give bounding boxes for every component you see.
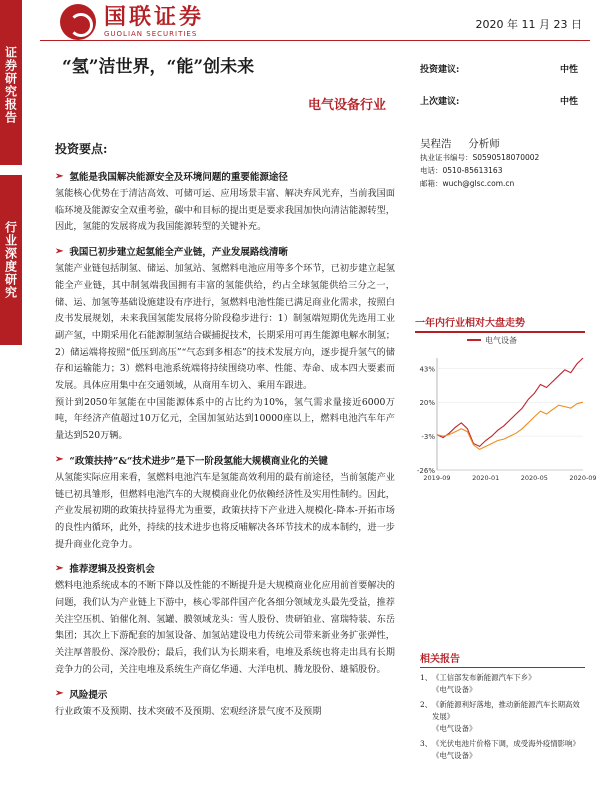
related-report-item[interactable]: 3、 《光伏电池片价格下调，成受海外疫情影响》 《电气设备》 [420,739,580,760]
industry-name: 电气设备行业 [308,98,387,113]
arrow-bullet-icon: ➢ [55,688,64,700]
section-title: ➢ 我国已初步建立起氢能全产业链，产业发展路线清晰 [55,245,288,259]
summary-heading: 投资要点: [55,142,108,156]
x-tick-label: 2020-01 [472,474,500,482]
y-tick-label: 20% [419,399,435,408]
y-tick-label: -26% [416,467,435,475]
section-title: ➢ 氢能是我国解决能源安全及环境问题的重要能源途径 [55,170,288,183]
related-report-item[interactable]: 1、 《工信部发布新能源汽车下乡》 《电气设备》 [420,673,536,694]
header-divider [40,40,590,41]
logo-icon [60,4,96,40]
rating-row [420,62,579,75]
section-title: ➢ “政策扶持”&“技术进步”是下一阶段氢能大规模商业化的关键 [55,454,328,467]
prev-rating-label: 上次建议: [420,97,460,107]
section-paragraph: 从氢能实际应用来看，氢燃料电池汽车是氢能高效利用的最有前途径，当前氢能产业链已初具雏形，但燃料电池汽车的大规模商业化仍依赖经济性及实用性制约。因此，产业发展初期的政策扶持显得尤为重要，政策扶持下产业进入规模化-降本-开拓市场的良性内循环，此外，持续的技术进步也将反哺解决各环节技术的成本制约，进一步提升商业化竞争力。 [55,471,395,550]
y-tick-label: 43% [419,365,435,374]
prev-rating-value: 中性 [560,97,579,107]
related-report-item[interactable]: 2、 《新能源利好落地，推动新能源汽车长期高效发展》 《电气设备》 [420,700,580,733]
analyst-phone: 电话：0510-85613163 [420,166,503,175]
rating-label: 投资建议: [420,65,460,75]
analyst-email[interactable]: 邮箱：wuch@glsc.com.cn [420,179,515,188]
trend-chart-title: 一年内行业相对大盘走势 [415,314,585,333]
section-paragraph: 行业政策不及预期、技术突破不及预期、宏观经济景气度不及预期 [55,705,322,717]
report-category-label: 行业深度研究 [3,221,18,299]
company-logo [60,4,204,40]
section-title: ➢ 推荐逻辑及投资机会 [55,562,155,576]
rating-value: 中性 [560,65,579,75]
logo-en: GUOLIAN SECURITIES [104,30,198,38]
investment-summary [55,140,395,720]
x-tick-label: 2020-09 [569,474,597,482]
legend-label: 电气设备 [485,336,517,345]
logo-cn: 国联证券 [104,5,205,30]
section-paragraph: 氢能产业链包括制氢、储运、加氢站、氢燃料电池应用等多个环节，已初步建立起氢能全产业链，其中制氢端我国拥有丰富的氢能供给，约占全球氢能供给三分之一，储、运、加氢等基础设施建设有序进行，氢燃料电池性能已满足商业化需求，按照白皮书发展规划，未来我国氢能发展将分阶段稳步进行：1）制氢端短期优先选用工业副产氢，中期采用化石能源制氢结合碳捕捉技术，长期采用可再生能源电解水制氢；2）储运端将按照“低压到高压”“气态到多相态”的技术发展方向，逐步提升氢气的储存和运输能力；3）燃料电池系统端将持续围绕功率、性能、寿命、成本四大要素而发展。具体应用集中在交通领域，从商用车切入、乘用车跟进。 [55,263,395,392]
section-paragraph: 燃料电池系统成本的不断下降以及性能的不断提升是大规模商业化应用前首要解决的问题，我们认为产业链上下游中，核心零部件国产化各细分领域龙头最先受益，推荐关注空压机、铂催化剂、氢罐、膜领域龙头：雪人股份、贵研铂业、富瑞特装、东岳集团；其次上下游配套的加氢设备、加氢站建设电力传统公司带来新业务扩张弹性，关注厚普股份、深冷股份；最后，我们认为长期来看，电堆及系统也将走出具有长期竞争力的公司，关注电堆及系统生产商亿华通、大洋电机、腾龙股份、雄韬股份。 [55,580,395,675]
arrow-bullet-icon: ➢ [55,562,64,574]
x-tick-label: 2019-09 [423,474,451,482]
x-tick-label: 2020-05 [520,474,548,482]
analyst-card [420,136,585,190]
report-date: 2020 年 11 月 23 日 [475,18,582,31]
prev-rating-row [420,94,579,107]
report-type-label: 证券研究报告 [3,46,18,124]
arrow-bullet-icon: ➢ [55,454,64,466]
related-title: 相关报告 [420,650,585,668]
analyst-cert: 执业证书编号：S0590518070002 [420,153,540,162]
related-reports [420,650,585,762]
series-line [437,402,583,449]
section-paragraph: 预计到2050年氢能在中国能源体系中的占比约为10%，氢气需求量接近6000万吨，年经济产值超过10万亿元，全国加氢站达到10000座以上，燃料电池汽车年产量达到520万辆。 [55,396,395,442]
y-tick-label: -3% [421,433,435,442]
arrow-bullet-icon: ➢ [55,170,64,182]
trend-chart [415,330,597,490]
arrow-bullet-icon: ➢ [55,245,64,257]
analyst-name-row: 吴程浩 分析师 [420,138,500,150]
report-title: “氢”洁世界，“能”创未来 [62,57,255,77]
section-paragraph: 氢能核心优势在于清洁高效、可储可运、应用场景丰富、解决弃风光弃，当前我国面临环境及能源安全双重考验，碳中和目标的提出更是要求我国加快向清洁能源转型，因此，氢能的发展将成为我国能源转型的关键补充。 [55,188,395,233]
section-title: ➢ 风险提示 [55,688,108,701]
